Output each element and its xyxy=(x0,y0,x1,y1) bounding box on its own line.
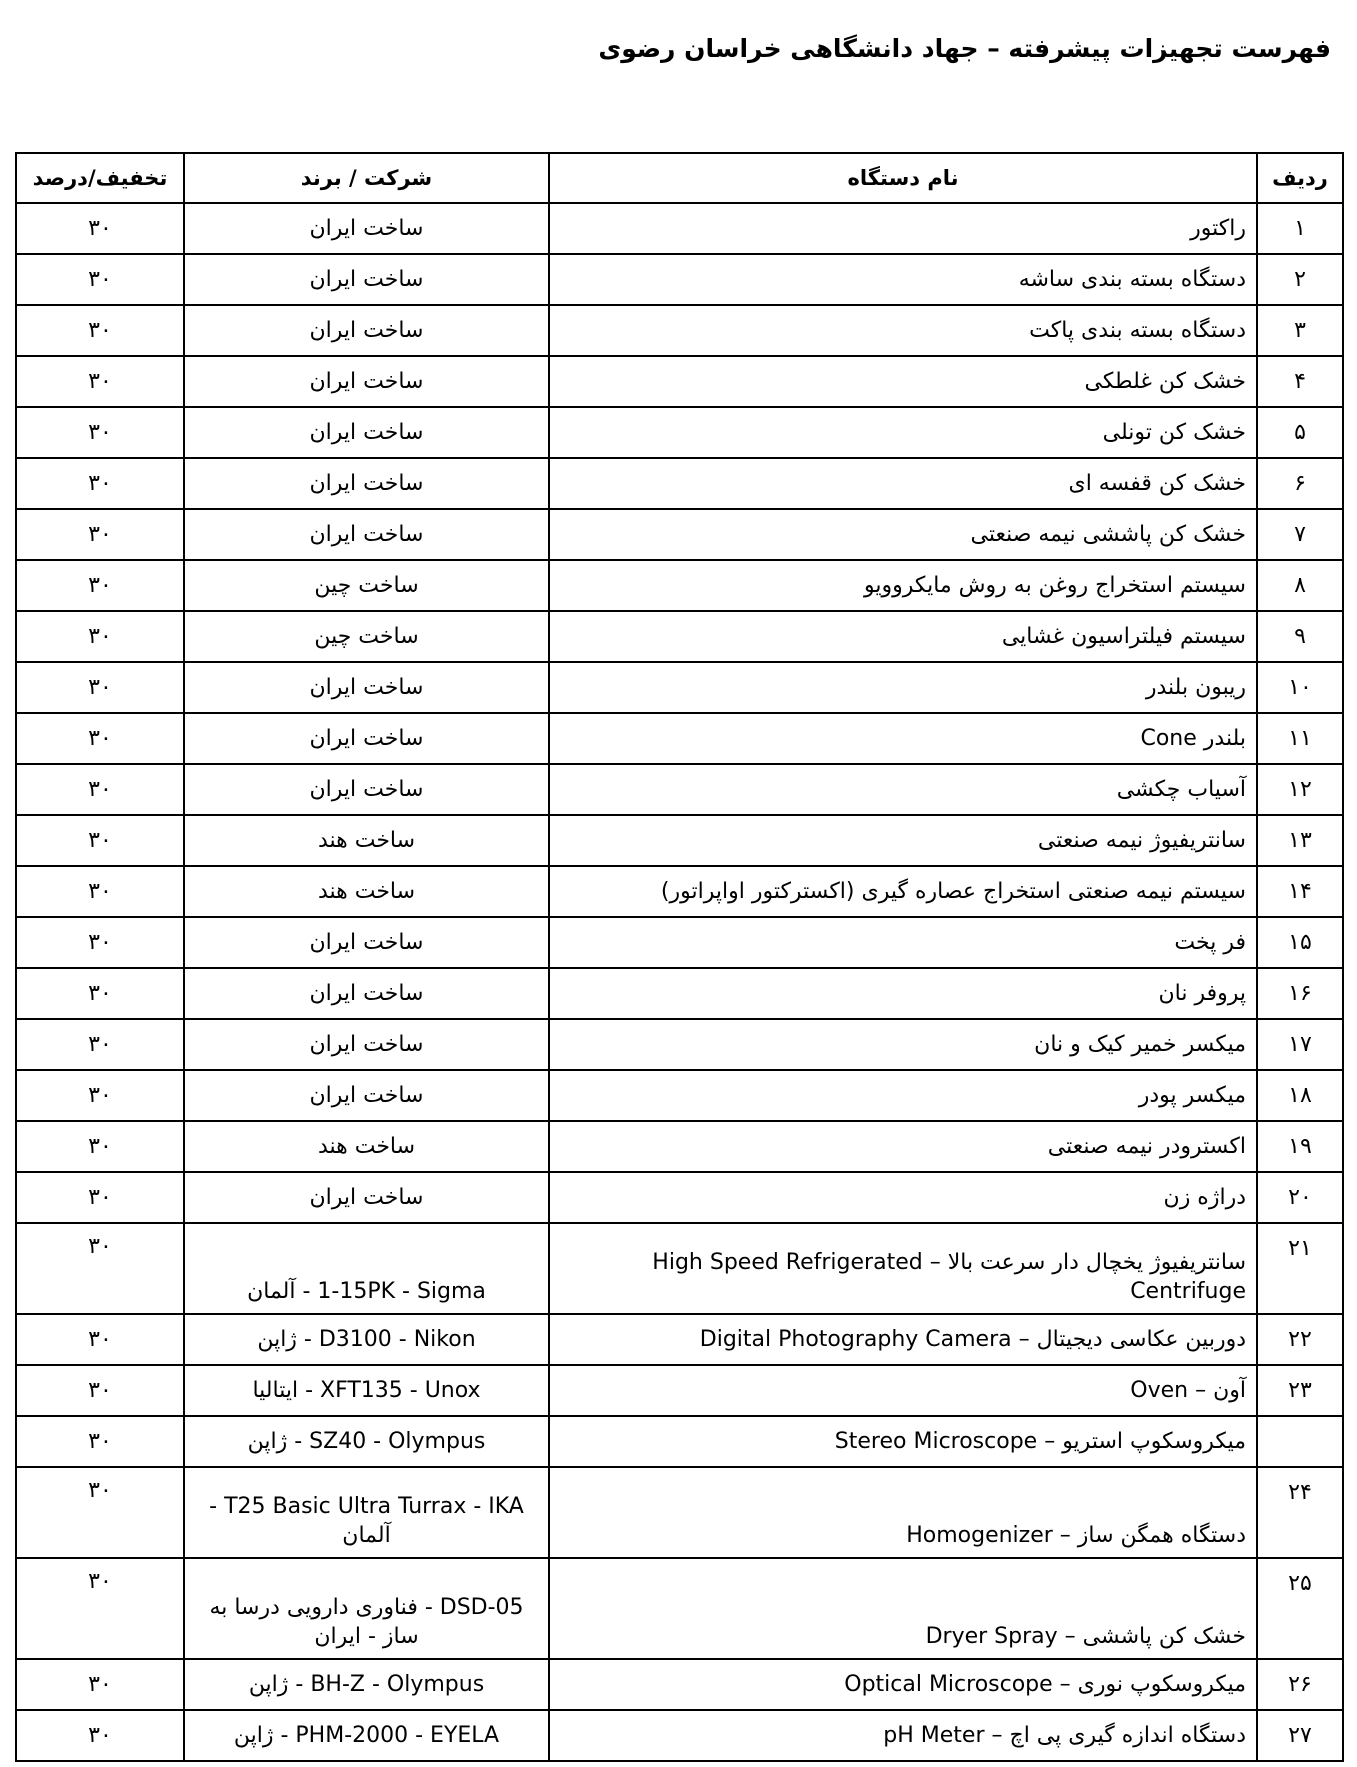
table-row xyxy=(16,1710,1343,1761)
row-number-cell: ۲۷ xyxy=(1257,1710,1343,1761)
table-row xyxy=(16,1223,1343,1314)
discount-cell: ۳۰ xyxy=(16,968,184,1019)
row-number-cell: ۱۸ xyxy=(1257,1070,1343,1121)
row-number-cell: ۲۰ xyxy=(1257,1172,1343,1223)
discount-cell: ۳۰ xyxy=(16,1019,184,1070)
discount-cell: ۳۰ xyxy=(16,815,184,866)
table-row xyxy=(16,815,1343,866)
device-name-cell: راکتور xyxy=(549,203,1257,254)
brand-cell: DSD-05 - فناوری دارویی درسا به ساز - ایران xyxy=(184,1558,549,1659)
brand-cell: ساخت ایران xyxy=(184,917,549,968)
device-name-cell: اکسترودر نیمه صنعتی xyxy=(549,1121,1257,1172)
brand-cell: ساخت ایران xyxy=(184,1070,549,1121)
table-row xyxy=(16,1659,1343,1710)
brand-cell: ساخت ایران xyxy=(184,662,549,713)
table-row xyxy=(16,407,1343,458)
table-row xyxy=(16,1314,1343,1365)
brand-cell: ساخت ایران xyxy=(184,764,549,815)
row-number-cell: ۱۰ xyxy=(1257,662,1343,713)
device-name-cell: خشک کن پاششی نیمه صنعتی xyxy=(549,509,1257,560)
row-number-cell: ۸ xyxy=(1257,560,1343,611)
table-row xyxy=(16,509,1343,560)
brand-cell: ساخت ایران xyxy=(184,356,549,407)
table-row xyxy=(16,764,1343,815)
discount-cell: ۳۰ xyxy=(16,407,184,458)
table-row xyxy=(16,305,1343,356)
table-row xyxy=(16,1365,1343,1416)
brand-cell: ساخت ایران xyxy=(184,407,549,458)
device-name-cell: آون – Oven xyxy=(549,1365,1257,1416)
discount-cell: ۳۰ xyxy=(16,713,184,764)
brand-cell: ساخت ایران xyxy=(184,1019,549,1070)
discount-cell: ۳۰ xyxy=(16,509,184,560)
device-name-cell: سیستم فیلتراسیون غشایی xyxy=(549,611,1257,662)
discount-cell: ۳۰ xyxy=(16,1416,184,1467)
row-number-cell: ۱۵ xyxy=(1257,917,1343,968)
discount-cell: ۳۰ xyxy=(16,1172,184,1223)
row-number-cell: ۱ xyxy=(1257,203,1343,254)
brand-cell: PHM-2000 - EYELA - ژاپن xyxy=(184,1710,549,1761)
row-number-cell xyxy=(1257,1416,1343,1467)
device-name-cell: سانتریفیوژ نیمه صنعتی xyxy=(549,815,1257,866)
device-name-cell: خشک کن غلطکی xyxy=(549,356,1257,407)
brand-cell: ساخت ایران xyxy=(184,203,549,254)
discount-cell: ۳۰ xyxy=(16,866,184,917)
discount-cell: ۳۰ xyxy=(16,1070,184,1121)
row-number-cell: ۱۳ xyxy=(1257,815,1343,866)
discount-cell: ۳۰ xyxy=(16,764,184,815)
table-row xyxy=(16,560,1343,611)
brand-cell: ساخت ایران xyxy=(184,713,549,764)
brand-cell: ساخت ایران xyxy=(184,305,549,356)
brand-cell: D3100 - Nikon - ژاپن xyxy=(184,1314,549,1365)
discount-cell: ۳۰ xyxy=(16,662,184,713)
discount-cell: ۳۰ xyxy=(16,458,184,509)
brand-cell: ساخت هند xyxy=(184,815,549,866)
device-name-cell: میکسر خمیر کیک و نان xyxy=(549,1019,1257,1070)
brand-cell: SZ40 - Olympus - ژاپن xyxy=(184,1416,549,1467)
device-name-cell: آسیاب چکشی xyxy=(549,764,1257,815)
row-number-cell: ۲۲ xyxy=(1257,1314,1343,1365)
row-number-cell: ۹ xyxy=(1257,611,1343,662)
discount-cell: ۳۰ xyxy=(16,1223,184,1314)
row-number-cell: ۱۲ xyxy=(1257,764,1343,815)
device-name-cell: دستگاه بسته بندی پاکت xyxy=(549,305,1257,356)
table-row xyxy=(16,611,1343,662)
table-row xyxy=(16,713,1343,764)
row-number-cell: ۱۱ xyxy=(1257,713,1343,764)
discount-cell: ۳۰ xyxy=(16,1659,184,1710)
device-name-cell: بلندر Cone xyxy=(549,713,1257,764)
discount-cell: ۳۰ xyxy=(16,917,184,968)
page-title: فهرست تجهیزات پیشرفته – جهاد دانشگاهی خراسان رضوی xyxy=(598,34,1331,63)
brand-cell: 1-15PK - Sigma - آلمان xyxy=(184,1223,549,1314)
equipment-table xyxy=(15,152,1344,1762)
device-name-cell: میکروسکوپ استریو – Stereo Microscope xyxy=(549,1416,1257,1467)
table-row xyxy=(16,917,1343,968)
row-number-cell: ۴ xyxy=(1257,356,1343,407)
row-number-cell: ۲۶ xyxy=(1257,1659,1343,1710)
table-row xyxy=(16,356,1343,407)
device-name-cell: پروفر نان xyxy=(549,968,1257,1019)
discount-cell: ۳۰ xyxy=(16,1314,184,1365)
brand-cell: ساخت ایران xyxy=(184,968,549,1019)
brand-cell: ساخت هند xyxy=(184,866,549,917)
brand-cell: ساخت ایران xyxy=(184,254,549,305)
device-name-cell: سانتریفیوژ یخچال دار سرعت بالا – High Speed Refrigerated Centrifuge xyxy=(549,1223,1257,1314)
row-number-cell: ۵ xyxy=(1257,407,1343,458)
table-row xyxy=(16,1467,1343,1558)
discount-cell: ۳۰ xyxy=(16,1467,184,1558)
discount-cell: ۳۰ xyxy=(16,305,184,356)
table-row xyxy=(16,1172,1343,1223)
device-name-cell: سیستم نیمه صنعتی استخراج عصاره گیری (اکسترکتور اواپراتور) xyxy=(549,866,1257,917)
header-device-name: نام دستگاه xyxy=(549,153,1257,203)
table-row xyxy=(16,458,1343,509)
brand-cell: BH-Z - Olympus - ژاپن xyxy=(184,1659,549,1710)
table-row xyxy=(16,254,1343,305)
device-name-cell: خشک کن تونلی xyxy=(549,407,1257,458)
table-row xyxy=(16,203,1343,254)
discount-cell: ۳۰ xyxy=(16,1365,184,1416)
header-discount: تخفیف/درصد xyxy=(16,153,184,203)
row-number-cell: ۱۴ xyxy=(1257,866,1343,917)
brand-cell: XFT135 - Unox - ایتالیا xyxy=(184,1365,549,1416)
table-row xyxy=(16,866,1343,917)
table-row xyxy=(16,1121,1343,1172)
table-row xyxy=(16,662,1343,713)
discount-cell: ۳۰ xyxy=(16,356,184,407)
header-brand: شرکت / برند xyxy=(184,153,549,203)
discount-cell: ۳۰ xyxy=(16,1121,184,1172)
device-name-cell: دستگاه بسته بندی ساشه xyxy=(549,254,1257,305)
table-row xyxy=(16,1558,1343,1659)
row-number-cell: ۲۵ xyxy=(1257,1558,1343,1659)
discount-cell: ۳۰ xyxy=(16,611,184,662)
table-row xyxy=(16,968,1343,1019)
discount-cell: ۳۰ xyxy=(16,203,184,254)
brand-cell: T25 Basic Ultra Turrax - IKA - آلمان xyxy=(184,1467,549,1558)
discount-cell: ۳۰ xyxy=(16,254,184,305)
row-number-cell: ۲۳ xyxy=(1257,1365,1343,1416)
brand-cell: ساخت چین xyxy=(184,611,549,662)
row-number-cell: ۲ xyxy=(1257,254,1343,305)
row-number-cell: ۶ xyxy=(1257,458,1343,509)
table-row xyxy=(16,1416,1343,1467)
table-row xyxy=(16,1070,1343,1121)
row-number-cell: ۲۱ xyxy=(1257,1223,1343,1314)
device-name-cell: دوربین عکاسی دیجیتال – Digital Photography Camera xyxy=(549,1314,1257,1365)
discount-cell: ۳۰ xyxy=(16,560,184,611)
brand-cell: ساخت چین xyxy=(184,560,549,611)
brand-cell: ساخت ایران xyxy=(184,509,549,560)
table-body xyxy=(16,203,1343,1761)
header-row-number: ردیف xyxy=(1257,153,1343,203)
row-number-cell: ۱۶ xyxy=(1257,968,1343,1019)
discount-cell: ۳۰ xyxy=(16,1710,184,1761)
device-name-cell: دراژه زن xyxy=(549,1172,1257,1223)
row-number-cell: ۲۴ xyxy=(1257,1467,1343,1558)
row-number-cell: ۱۷ xyxy=(1257,1019,1343,1070)
table-header-row xyxy=(16,153,1343,203)
device-name-cell: دستگاه همگن ساز – Homogenizer xyxy=(549,1467,1257,1558)
brand-cell: ساخت هند xyxy=(184,1121,549,1172)
row-number-cell: ۱۹ xyxy=(1257,1121,1343,1172)
device-name-cell: خشک کن پاششی – Dryer Spray xyxy=(549,1558,1257,1659)
discount-cell: ۳۰ xyxy=(16,1558,184,1659)
table-row xyxy=(16,1019,1343,1070)
brand-cell: ساخت ایران xyxy=(184,458,549,509)
brand-cell: ساخت ایران xyxy=(184,1172,549,1223)
device-name-cell: میکروسکوپ نوری – Optical Microscope xyxy=(549,1659,1257,1710)
device-name-cell: سیستم استخراج روغن به روش مایکروویو xyxy=(549,560,1257,611)
device-name-cell: دستگاه اندازه گیری پی اچ – pH Meter xyxy=(549,1710,1257,1761)
row-number-cell: ۷ xyxy=(1257,509,1343,560)
device-name-cell: ریبون بلندر xyxy=(549,662,1257,713)
device-name-cell: فر پخت xyxy=(549,917,1257,968)
device-name-cell: میکسر پودر xyxy=(549,1070,1257,1121)
device-name-cell: خشک کن قفسه ای xyxy=(549,458,1257,509)
row-number-cell: ۳ xyxy=(1257,305,1343,356)
